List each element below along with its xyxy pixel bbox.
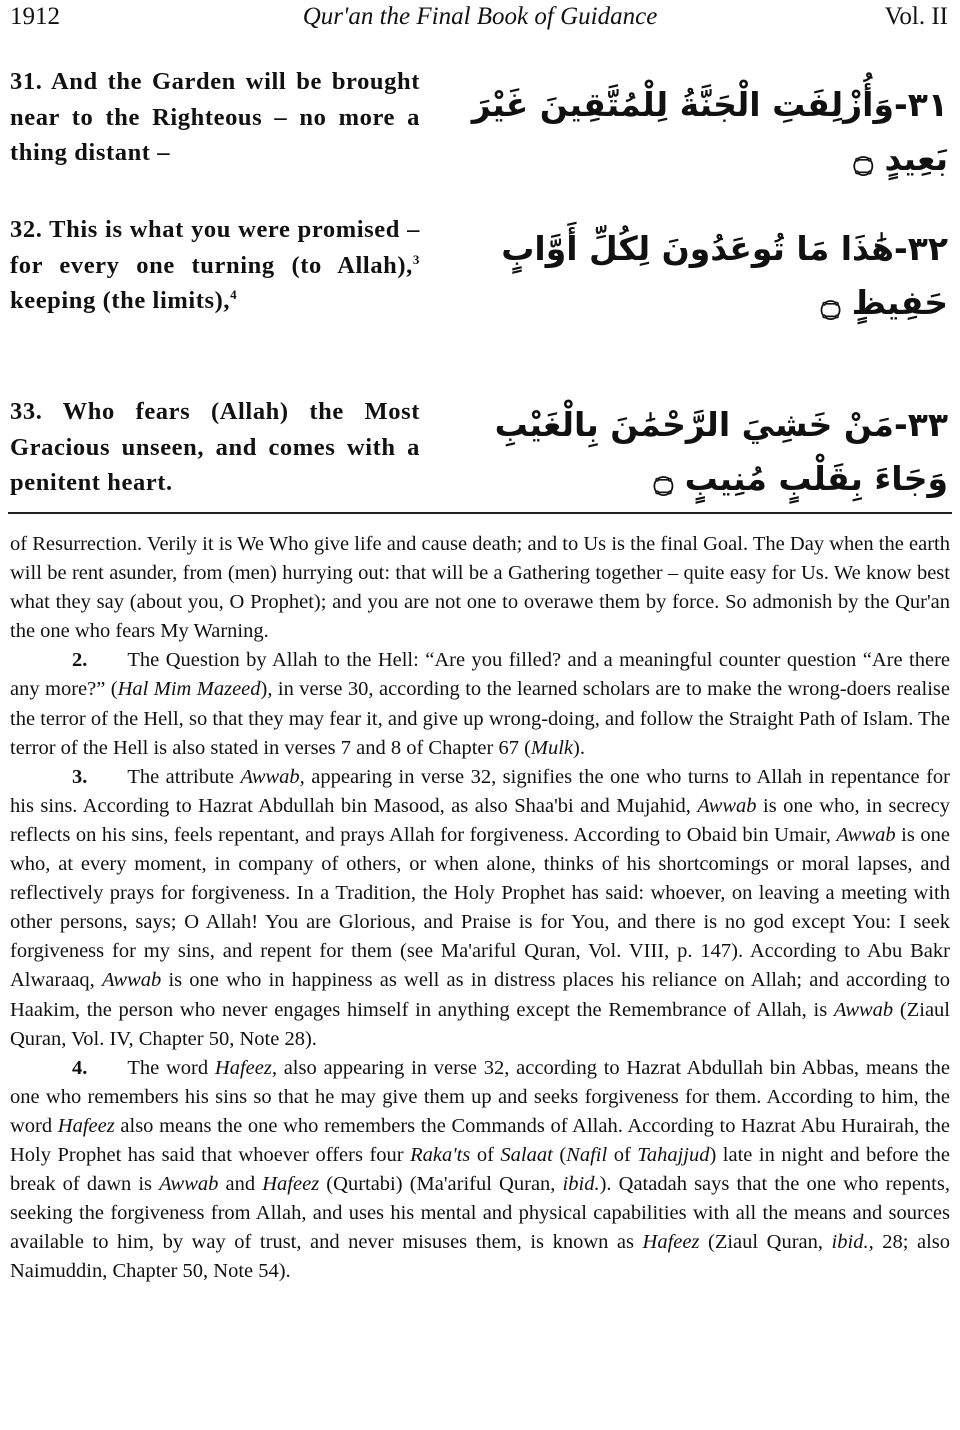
- note-3-text: The attribute: [127, 765, 241, 788]
- commentary-notes: [10, 530, 950, 1286]
- note-4-italic: Salaat: [500, 1143, 553, 1166]
- note-4-text: of: [470, 1143, 501, 1166]
- note-3-italic: Awwab: [102, 969, 162, 992]
- note-2-number: 2.: [72, 649, 88, 672]
- note-3-number: 3.: [72, 765, 88, 788]
- verse-33-arabic: [458, 398, 948, 506]
- note-4-italic: ibid.: [831, 1231, 869, 1254]
- note-4-text: ). Qatadah says that the one who repents, seeking the forgiveness from Allah, and uses his mental and physical capabilities with all the means and sources available to him, by way of trust, and never misuses them, is known as: [10, 1173, 950, 1254]
- verse-33-arabic-line-1: ٣٣-مَنْ خَشِيَ الرَّحْمَٰنَ بِالْغَيْبِ: [494, 405, 948, 444]
- note-4: [10, 1054, 950, 1287]
- verse-32-arabic: [458, 222, 948, 330]
- note-4-italic: Hafeez: [262, 1173, 320, 1196]
- note-3-italic: Awwab: [833, 998, 894, 1021]
- verse-31-arabic-text: ٣١-وَأُزْلِفَتِ الْجَنَّةُ لِلْمُتَّقِينَ غَيْرَ بَعِيدٍ ۝: [471, 85, 948, 178]
- note-3-italic: Awwab: [697, 794, 757, 817]
- note-continuation: of Resurrection. Verily it is We Who give life and cause death; and to Us is the final Goal. The Day when the earth will be rent asunder, from (men) hurrying out: that will be a Gathering together – quite easy for Us. We know best what they say (about you, O Prophet); and you are not one to overawe them by force. So admonish by the Qur'an the one who fears My Warning.: [10, 533, 950, 643]
- note-4-text: , 28; also Naimuddin, Chapter 50, Note 54).: [10, 1231, 951, 1283]
- verse-33-arabic-line-2: وَجَاءَ بِقَلْبٍ مُنِيبٍ ۝: [653, 459, 948, 498]
- note-4-italic: Awwab: [159, 1173, 219, 1196]
- footnote-ref-4: 4: [230, 286, 238, 302]
- note-4-text: of: [607, 1143, 638, 1166]
- verse-31-translation: [10, 64, 420, 171]
- note-2-text: ), in verse 30, according to the learned scholars are to make the wrong-doers realise the terror of the Hell, so that they may fear it, and give up wrong-doing, and follow the Straight Path of Islam. The terror of the Hell is also stated in verses 7 and 8 of Chapter 67 (: [10, 678, 950, 759]
- note-4-text: (: [552, 1143, 567, 1166]
- note-2: [10, 646, 950, 762]
- note-4-text: also appearing in verse 32, according to Hazrat Abdullah bin Abbas, means the one who remembers his sins so that he may give them up and seeks forgiveness for them. According to him, the word: [10, 1056, 950, 1137]
- note-4-italic: Hafeez,: [214, 1056, 277, 1079]
- note-3-italic: Awwab: [836, 823, 896, 846]
- note-4-number: 4.: [72, 1056, 88, 1079]
- note-3-text: appearing in verse 32, signifies the one who turns to Allah in repentance for his sins. According to Hazrat Abdullah bin Masood, as also Shaa'bi and Mujahid,: [10, 765, 950, 817]
- note-4-text: ) late in night and before the break of dawn is: [10, 1143, 951, 1196]
- note-4-italic: Raka'ts: [410, 1143, 471, 1166]
- note-4-text: (Ziaul Quran,: [699, 1231, 832, 1254]
- note-4-text: The word: [127, 1056, 215, 1079]
- note-4-italic: ibid.: [562, 1173, 600, 1196]
- note-4-text: also means the one who remembers the Commands of Allah. According to Hazrat Abu Hurairah, the Holy Prophet has said that whoever offers four: [10, 1114, 950, 1166]
- note-3-text: is one who, at every moment, in company of others, or when alone, thinks of his shortcomings or moral lapses, and reflectively prays for forgiveness. In a Tradition, the Holy Prophet has said: whoever, on leaving a meeting with other persons, says; O Allah! You are Glorious, and Praise is for You, and there is no god except You: I seek forgiveness for my sins, and repent for them (see Ma'ariful Quran, Vol. VIII, p. 147). According to Abu Bakr Alwaraaq,: [10, 823, 950, 992]
- page-number: 1912: [10, 3, 60, 30]
- verse-32-arabic-line-2: حَفِيظٍ ۝: [820, 283, 948, 322]
- verse-33-translation: [10, 394, 420, 501]
- note-4-italic: Hafeez: [57, 1114, 115, 1137]
- note-3-italic: Awwab,: [240, 765, 305, 788]
- note-4-text: and: [218, 1173, 263, 1196]
- note-4-italic: Nafil: [566, 1143, 608, 1166]
- note-4-italic: Hafeez: [642, 1231, 700, 1254]
- note-2-italic: Mulk: [530, 736, 574, 759]
- verse-32-text-a: 32. This is what you were promised – for every one turning (to Allah),: [10, 216, 420, 279]
- note-3-text: is one who, in secrecy reflects on his sins, feels repentant, and prays Allah for forgiveness. According to Obaid bin Umair,: [10, 794, 950, 846]
- page-header: [0, 0, 960, 40]
- note-4-text: (Qurtabi) (Ma'ariful Quran,: [319, 1173, 563, 1196]
- verse-33-text: 33. Who fears (Allah) the Most Gracious unseen, and comes with a penitent heart.: [10, 398, 420, 496]
- verse-32-translation: [10, 212, 420, 319]
- volume-label: Vol. II: [884, 3, 948, 30]
- verse-31-arabic: [458, 78, 948, 186]
- verse-31-text: 31. And the Garden will be brought near to the Righteous – no more a thing distant –: [10, 68, 420, 166]
- note-3: [10, 763, 950, 1054]
- note-2-italic: Hal Mim Mazeed: [117, 678, 261, 701]
- note-4-italic: Tahajjud: [637, 1143, 710, 1166]
- divider-rule: [8, 512, 952, 514]
- note-2-text: The Question by Allah to the Hell: “Are you filled? and a meaningful counter question “Are there any more?” (: [10, 649, 950, 701]
- verse-32-text-b: keeping (the limits),: [10, 287, 231, 314]
- note-3-text: (Ziaul Quran, Vol. IV, Chapter 50, Note 28).: [10, 998, 950, 1050]
- book-title: Qur'an the Final Book of Guidance: [302, 3, 658, 30]
- footnote-ref-3: 3: [412, 251, 420, 267]
- note-2-text: ).: [573, 736, 585, 759]
- note-3-text: is one who in happiness as well as in distress places his reliance on Allah; and according to Haakim, the person who never engages himself in anything except the Remembrance of Allah, is: [10, 969, 950, 1021]
- verse-32-arabic-line-1: ٣٢-هَٰذَا مَا تُوعَدُونَ لِكُلِّ أَوَّابٍ: [501, 229, 948, 268]
